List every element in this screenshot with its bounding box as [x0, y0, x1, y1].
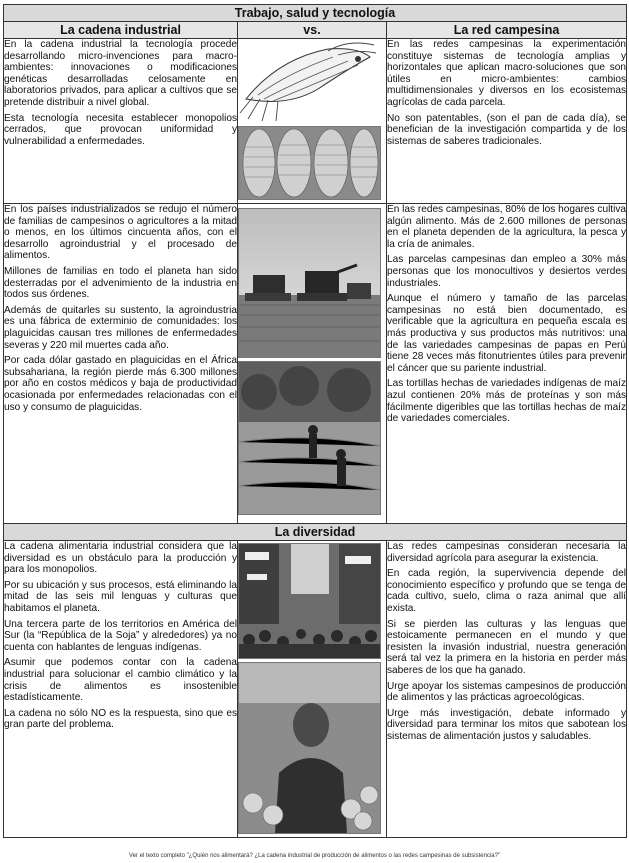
paragraph: Las tortillas hechas de variedades indígenas de maíz azul contienen 20% más de proteínas y son más fácilmente digeribles que las tortillas hechas de maíz de variedades comerciales. — [387, 378, 627, 425]
paragraph: En las redes campesinas la experimentación constituye sistemas de tecnología amplias y horizontales que aplican macro-soluciones que son útiles en micro-ambientes: cambios multidimensionales y diversos en los ecosistemas agrícolas de cada parcela. — [387, 39, 627, 108]
column-header-campesina: La red campesina — [387, 22, 627, 39]
paragraph: Millones de familias en todo el planeta han sido desterradas por el advenimiento de la industria en todos sus órdenes. — [4, 265, 237, 301]
paragraph: Aunque el número y tamaño de las parcelas campesinas no está bien documentado, es verificable que la agricultura en pequeña escala es más productiva y sus productos más nutritivos: una de las variedades campesinas de papas en Perú tiene 28 veces más fitonutrientes útiles para prevenir el cáncer que su pariente industrial. — [387, 293, 627, 374]
industrial-diversity-cell — [4, 541, 238, 838]
paragraph: Urge más investigación, debate informado y diversidad para terminar los mitos que sabotean los sistemas de alimentación justos y saludables. — [387, 707, 627, 742]
paragraph: La cadena no sólo NO es la respuesta, sino que es gran parte del problema. — [4, 707, 237, 731]
crowded-street-photo — [238, 543, 381, 659]
paragraph: Una tercera parte de los territorios en América del Sur (la “República de la Soja” y alrededores) ya no cuenta con hablantes de lenguas indígenas. — [4, 618, 237, 653]
corn-illustration-cell — [238, 39, 387, 204]
paragraph: En las redes campesinas, 80% de los hogares cultiva algún alimento. Más de 2.600 millones de personas en el planeta dependen de la agricultura, la pesca y la cría de animales. — [387, 204, 627, 250]
section-title-diversidad: La diversidad — [4, 524, 627, 541]
paragraph: En cada región, la supervivencia depende del conocimiento específico y profundo que se tenga de cada cultivo, suelo, clima o raza animal que allí exista. — [387, 568, 627, 614]
paragraph: En los países industrializados se redujo el número de familias de campesinos o agricultores a la mitad o menos, en los últimos cincuenta años, con el desarrollo agroindustrial y el procesado de alimentos. — [4, 204, 237, 262]
paragraph: Por cada dólar gastado en plaguicidas en el África subsahariana, la región pierde más 6.300 millones por año en costos médicos y baja de productividad ocasionada por enfermedades relacionadas con el uso y consumo de plaguicidas. — [4, 355, 237, 413]
paragraph: Asumir que podemos contar con la cadena industrial para solucionar el cambio climático y la crisis de alimentos es insostenible estadísticamente. — [4, 657, 237, 704]
paragraph: Si se pierden las culturas y las lenguas que estoicamente permanecen en el mundo y que resisten la invasión industrial, nuestra generación será tal vez la primera en la historia en perder más saberes de los que ha ganado. — [387, 618, 627, 676]
paragraph: Esta tecnología necesita establecer monopolios cerrados, que provocan uniformidad y vulnerabilidad a enfermedades. — [4, 112, 237, 147]
combine-harvesters-photo — [238, 208, 381, 358]
campesina-labor-health-cell — [387, 204, 627, 524]
campesina-technology-cell — [387, 39, 627, 204]
page-title: Trabajo, salud y tecnología — [4, 5, 627, 22]
paragraph: No son patentables, (son el pan de cada día), se benefician de la investigación compartida y de los sistemas de saberes tradicionales. — [387, 112, 627, 147]
paragraph: En la cadena industrial la tecnología procede desarrollando micro-invenciones para macro-ambientes: innovaciones o modificaciones genéticas desarrolladas celosamente en laboratorios privados, para aplicar a cultivos que se pretende distribuir a nivel global. — [4, 39, 237, 108]
column-header-industrial: La cadena industrial — [4, 22, 238, 39]
campesina-diversity-cell — [387, 541, 627, 838]
market-woman-photo — [238, 662, 381, 834]
footer-note: Ver el texto completo "¿Quién nos alimentará? ¿La cadena industrial de producción de alimentos o las redes campesinas de subsistencia?" — [128, 853, 501, 859]
farming-photos-cell — [238, 204, 387, 524]
comparison-table — [3, 4, 627, 838]
paragraph: Las parcelas campesinas dan empleo a 30% más personas que los monocultivos y desiertos verdes industriales. — [387, 254, 627, 289]
corn-pen-drawing-image — [238, 39, 379, 123]
paragraph: Urge apoyar los sistemas campesinos de producción de alimentos y las prácticas agroecológicas. — [387, 680, 627, 704]
paragraph: Por su ubicación y sus procesos, está eliminando la mitad de las seis mil lenguas y culturas que habitamos el planeta. — [4, 579, 237, 614]
paragraph: Las redes campesinas consideran necesaria la diversidad agrícola para asegurar la existencia. — [387, 541, 627, 564]
field-workers-photo — [238, 361, 381, 515]
industrial-technology-cell — [4, 39, 238, 204]
paragraph: Además de quitarles su sustento, la agroindustria es una fábrica de exterminio de comunidades: los plaguicidas causan tres millones de enfermedades severas y 220 mil muertes cada año. — [4, 304, 237, 351]
paragraph: La cadena alimentaria industrial considera que la diversidad es un obstáculo para la producción y para los monopolios. — [4, 541, 237, 576]
industrial-labor-health-cell — [4, 204, 238, 524]
corn-cobs-photo — [238, 126, 381, 200]
diversity-photos-cell — [238, 541, 387, 838]
column-header-vs: vs. — [238, 22, 387, 39]
